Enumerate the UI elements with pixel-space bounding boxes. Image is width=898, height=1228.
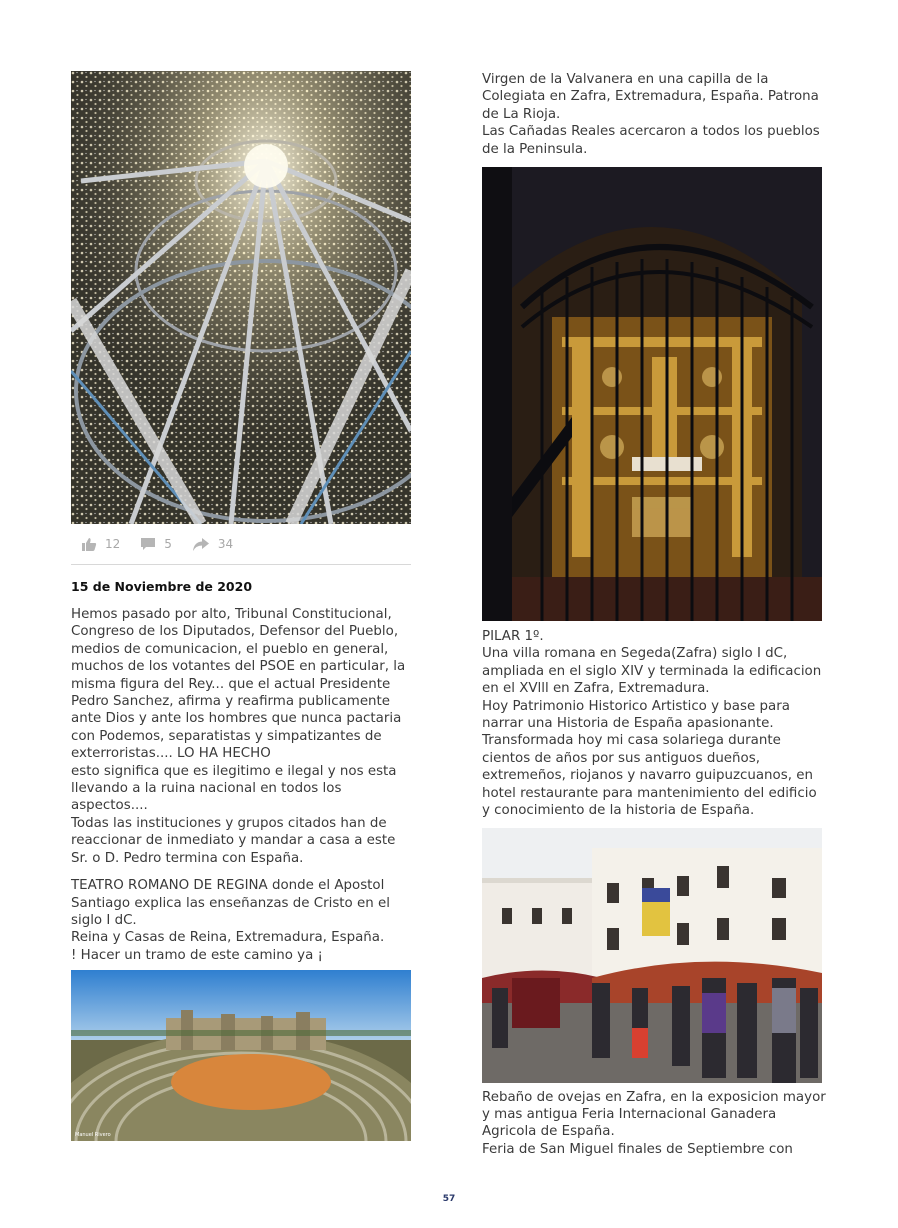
comment-count: 5: [164, 537, 172, 551]
post-date-title: 15 de Noviembre de 2020: [71, 579, 253, 594]
text-line: Feria de San Miguel finales de Septiembre con: [482, 1141, 793, 1157]
text-line: de La Rioja.: [482, 106, 561, 122]
text-line: narrar una Historia de España apasionante.: [482, 716, 774, 732]
text-line: Reina y Casas de Reina, Extremadura, España.: [71, 930, 385, 946]
right-column: [482, 71, 824, 1158]
text-line: Santiago explica las enseñanzas de Cristo en el: [71, 895, 390, 911]
text-line: con Podemos, separatistas y simpatizantes de: [71, 728, 382, 744]
comment-icon: [140, 537, 156, 552]
zafra-plaza-photo: [482, 828, 822, 1083]
text-line: Todas las instituciones y grupos citados han de: [71, 815, 387, 831]
social-bar: [71, 524, 411, 565]
text-line: Hoy Patrimonio Historico Artistico y base para: [482, 698, 790, 714]
roman-theatre-photo: [71, 970, 411, 1141]
text-line: Una villa romana en Segeda(Zafra) siglo I dC,: [482, 646, 788, 662]
text-line: exterroristas.... LO HA HECHO: [71, 746, 271, 762]
text-line: ante Dios y ante los hombres que nunca pactaria: [71, 711, 402, 727]
text-line: TEATRO ROMANO DE REGINA donde el Apostol: [71, 878, 385, 894]
like-count: 12: [105, 537, 121, 551]
post-body: [71, 606, 411, 867]
text-line: hotel restaurante para mantenimiento del edificio: [482, 785, 817, 801]
text-line: de la Peninsula.: [482, 141, 588, 157]
text-line: llevando a la ruina nacional en todos los: [71, 781, 342, 797]
text-line: y mas antigua Feria Internacional Ganadera: [482, 1106, 777, 1122]
text-line: medios de comunicacion, el pueblo en general,: [71, 641, 389, 657]
comment-group[interactable]: [140, 537, 172, 552]
share-count: 34: [217, 537, 234, 551]
text-line: Congreso de los Diputados, Defensor del Pueblo,: [71, 624, 399, 640]
text-line: aspectos....: [71, 798, 148, 814]
pilar-caption: [482, 628, 824, 819]
share-arrow-icon: [192, 537, 210, 552]
chapel-grille-photo: [482, 167, 822, 621]
text-line: Colegiata en Zafra, Extremadura, España. Patrona: [482, 89, 819, 105]
text-line: Pedro Sanchez, afirma y reafirma publicamente: [71, 694, 391, 710]
text-line: reaccionar de inmediato y mandar a casa a este: [71, 833, 396, 849]
left-column: [71, 71, 411, 1141]
page-number: 57: [442, 1194, 456, 1204]
text-line: en el XVlll en Zafra, Extremadura.: [482, 681, 710, 697]
text-line: Transformada hoy mi casa solariega durante: [482, 733, 781, 749]
text-line: Virgen de la Valvanera en una capilla de la: [482, 72, 769, 87]
text-line: y conocimiento de la historia de España.: [482, 803, 755, 819]
virgen-caption: [482, 71, 824, 158]
teatro-caption: [71, 877, 411, 964]
text-line: PILAR 1º.: [482, 629, 544, 645]
share-group[interactable]: [192, 537, 233, 552]
text-line: muchos de los votantes del PSOE en particular, la: [71, 659, 406, 675]
light-dome-photo: [71, 71, 411, 524]
text-line: Agricola de España.: [482, 1124, 615, 1140]
text-line: ampliada en el siglo XIV y terminada la edificacion: [482, 663, 822, 679]
text-line: Las Cañadas Reales acercaron a todos los pueblos: [482, 124, 820, 140]
text-line: misma figura del Rey... que el actual Presidente: [71, 676, 391, 692]
text-line: esto significa que es ilegitimo e ilegal y nos esta: [71, 763, 397, 779]
text-line: extremeños, riojanos y navarro guipuzcuanos, en: [482, 768, 813, 784]
like-group[interactable]: [81, 537, 120, 552]
text-line: Hemos pasado por alto, Tribunal Constitucional,: [71, 607, 392, 622]
photo-credit: Manuel Rivero: [75, 1132, 111, 1139]
thumbs-up-icon: [81, 537, 97, 552]
rebano-caption: [482, 1089, 824, 1159]
text-line: Sr. o D. Pedro termina con España.: [71, 850, 304, 866]
text-line: Rebaño de ovejas en Zafra, en la exposicion mayor: [482, 1089, 826, 1105]
text-line: cientos de años por sus antiguos dueños,: [482, 750, 760, 766]
text-line: ! Hacer un tramo de este camino ya ¡: [71, 947, 323, 963]
text-line: siglo I dC.: [71, 912, 137, 928]
